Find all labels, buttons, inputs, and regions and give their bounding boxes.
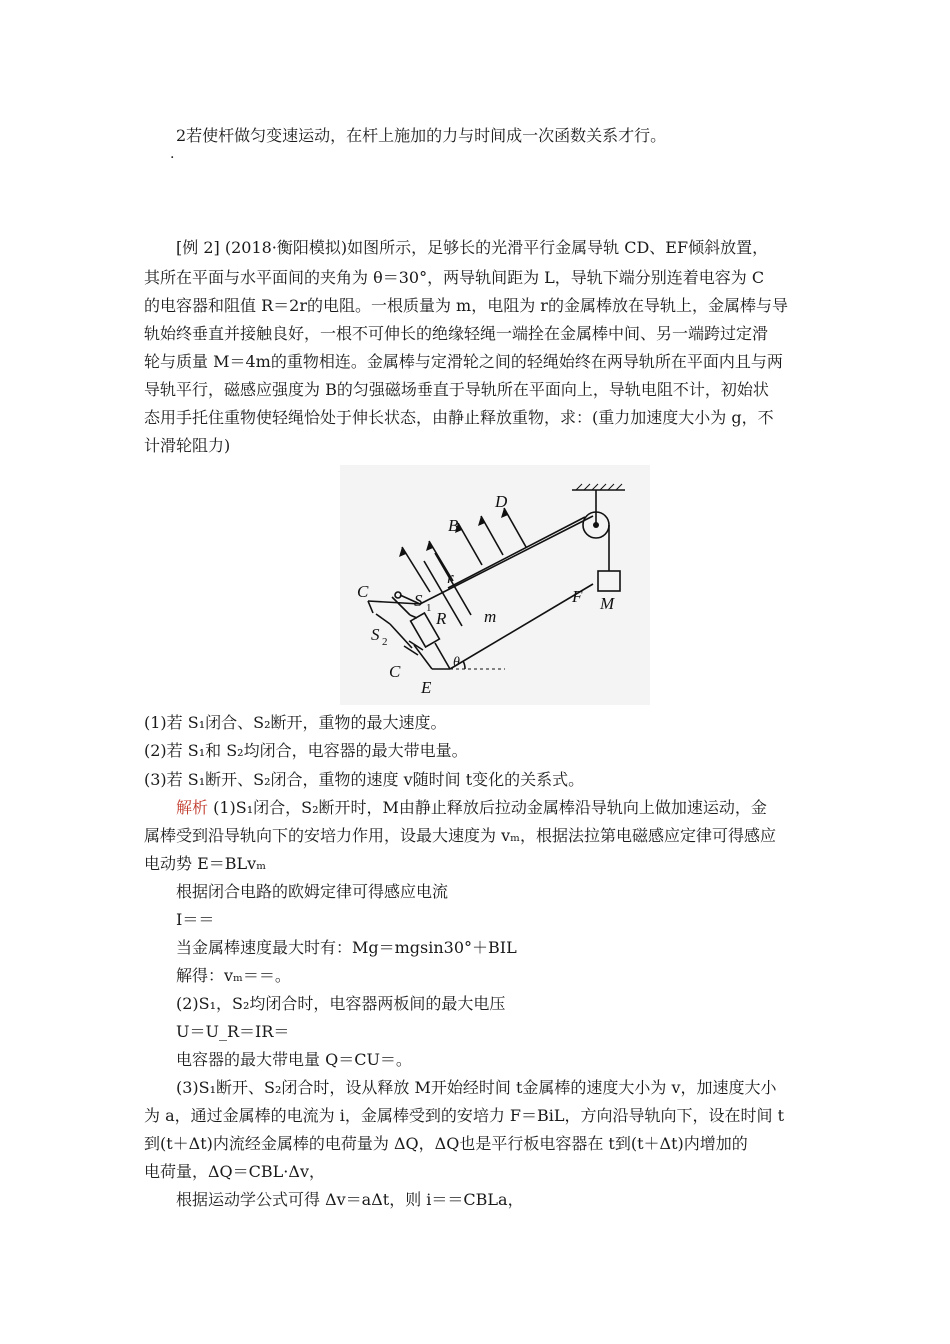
label-e: E [421, 678, 432, 697]
solution-tail-1: 为 a，通过金属棒的电流为 i，金属棒受到的安培力 F＝BiL，方向沿导轨向下，设在时间 t [144, 1106, 785, 1125]
rope [448, 517, 585, 588]
problem-line-6: 导轨平行，磁感应强度为 B的匀强磁场垂直于导轨所在平面向上，导轨电阻不计，初始状 [144, 380, 769, 399]
label-b: B [448, 516, 459, 535]
problem-line-4: 轨始终垂直并接触良好，一根不可伸长的绝缘轻绳一端拴在金属棒中间、另一端跨过定滑 [144, 324, 769, 343]
problem-line-8: 计滑轮阻力) [144, 436, 231, 455]
label-c-top: C [357, 582, 369, 601]
top-note: 2若使杆做匀变速运动，在杆上施加的力与时间成一次函数关系才行。 [176, 126, 667, 145]
question-2: (2)若 S₁和 S₂均闭合，电容器的最大带电量。 [144, 741, 468, 760]
solution-tail-2: 到(t＋Δt)内流经金属棒的电荷量为 ΔQ，ΔQ也是平行板电容器在 t到(t＋Δt)内增加的 [144, 1134, 748, 1153]
physics-diagram [340, 465, 650, 705]
solution-step-5: (2)S₁，S₂均闭合时，电容器两板间的最大电压 [176, 994, 506, 1013]
solution-last-line: 根据运动学公式可得 Δv＝aΔt，则 i＝＝CBLa， [176, 1190, 524, 1209]
solution-step-8: (3)S₁断开、S₂闭合时，设从释放 M开始经时间 t金属棒的速度大小为 v，加速度大小 [176, 1078, 777, 1097]
label-s1: S [414, 591, 423, 610]
problem-line-1: [例 2] (2018·衡阳模拟)如图所示，足够长的光滑平行金属导轨 CD、EF倾斜放置， [176, 238, 769, 257]
label-s2-sub: 2 [382, 636, 388, 648]
analysis-first-line [176, 798, 767, 818]
problem-line-2: 其所在平面与水平面间的夹角为 θ＝30°，两导轨间距为 L，导轨下端分别连着电容为 C [144, 268, 765, 287]
label-f: F [572, 587, 583, 606]
label-c-cap: C [389, 662, 401, 681]
problem-line-3: 的电容器和阻值 R＝2r的电阻。一根质量为 m，电阻为 r的金属棒放在导轨上，金属棒与导 [144, 296, 788, 315]
label-theta: θ [453, 655, 460, 670]
solution-step-6: U＝U_R＝IR＝ [176, 1022, 290, 1041]
theta-arc [463, 661, 465, 669]
label-m: m [484, 607, 497, 626]
solution-step-2: I＝＝ [176, 910, 215, 929]
label-s1-sub: 1 [426, 602, 432, 614]
solution-step-3: 当金属棒速度最大时有：Mg＝mgsin30°＋BIL [176, 938, 517, 957]
weight-block [598, 571, 620, 591]
solution-step-7: 电容器的最大带电量 Q＝CU＝。 [176, 1050, 412, 1069]
solution-line-1: 属棒受到沿导轨向下的安培力作用，设最大速度为 vₘ，根据法拉第电磁感应定律可得感应 [144, 826, 776, 845]
analysis-first-text: (1)S₁闭合，S₂断开时，M由静止释放后拉动金属棒沿导轨向上做加速运动，金 [208, 798, 767, 817]
label-r-rod: r [447, 568, 454, 587]
solution-line-2: 电动势 E＝BLvₘ [144, 854, 267, 873]
label-d: D [495, 492, 508, 511]
analysis-label: 解析 [176, 798, 209, 817]
problem-line-5: 轮与质量 M＝4m的重物相连。金属棒与定滑轮之间的轻绳始终在两导轨所在平面内且与两 [144, 352, 783, 371]
solution-step-4: 解得：vₘ＝＝。 [176, 966, 291, 985]
rail-cd [420, 516, 593, 604]
rail-circuit-svg [340, 465, 650, 705]
problem-line-7: 态用手托住重物使轻绳恰处于伸长状态，由静止释放重物，求：(重力加速度大小为 g，不 [144, 408, 774, 427]
solution-tail-3: 电荷量，ΔQ＝CBL·Δv， [144, 1162, 325, 1181]
solution-step-1: 根据闭合电路的欧姆定律可得感应电流 [176, 882, 449, 901]
label-weight-m: M [600, 594, 615, 613]
bullet-dot: . [170, 146, 175, 162]
question-3: (3)若 S₁断开、S₂闭合，重物的速度 v随时间 t变化的关系式。 [144, 770, 585, 789]
label-s2: S [371, 625, 380, 644]
label-r: R [436, 609, 447, 628]
question-1: (1)若 S₁闭合、S₂断开，重物的最大速度。 [144, 713, 447, 732]
